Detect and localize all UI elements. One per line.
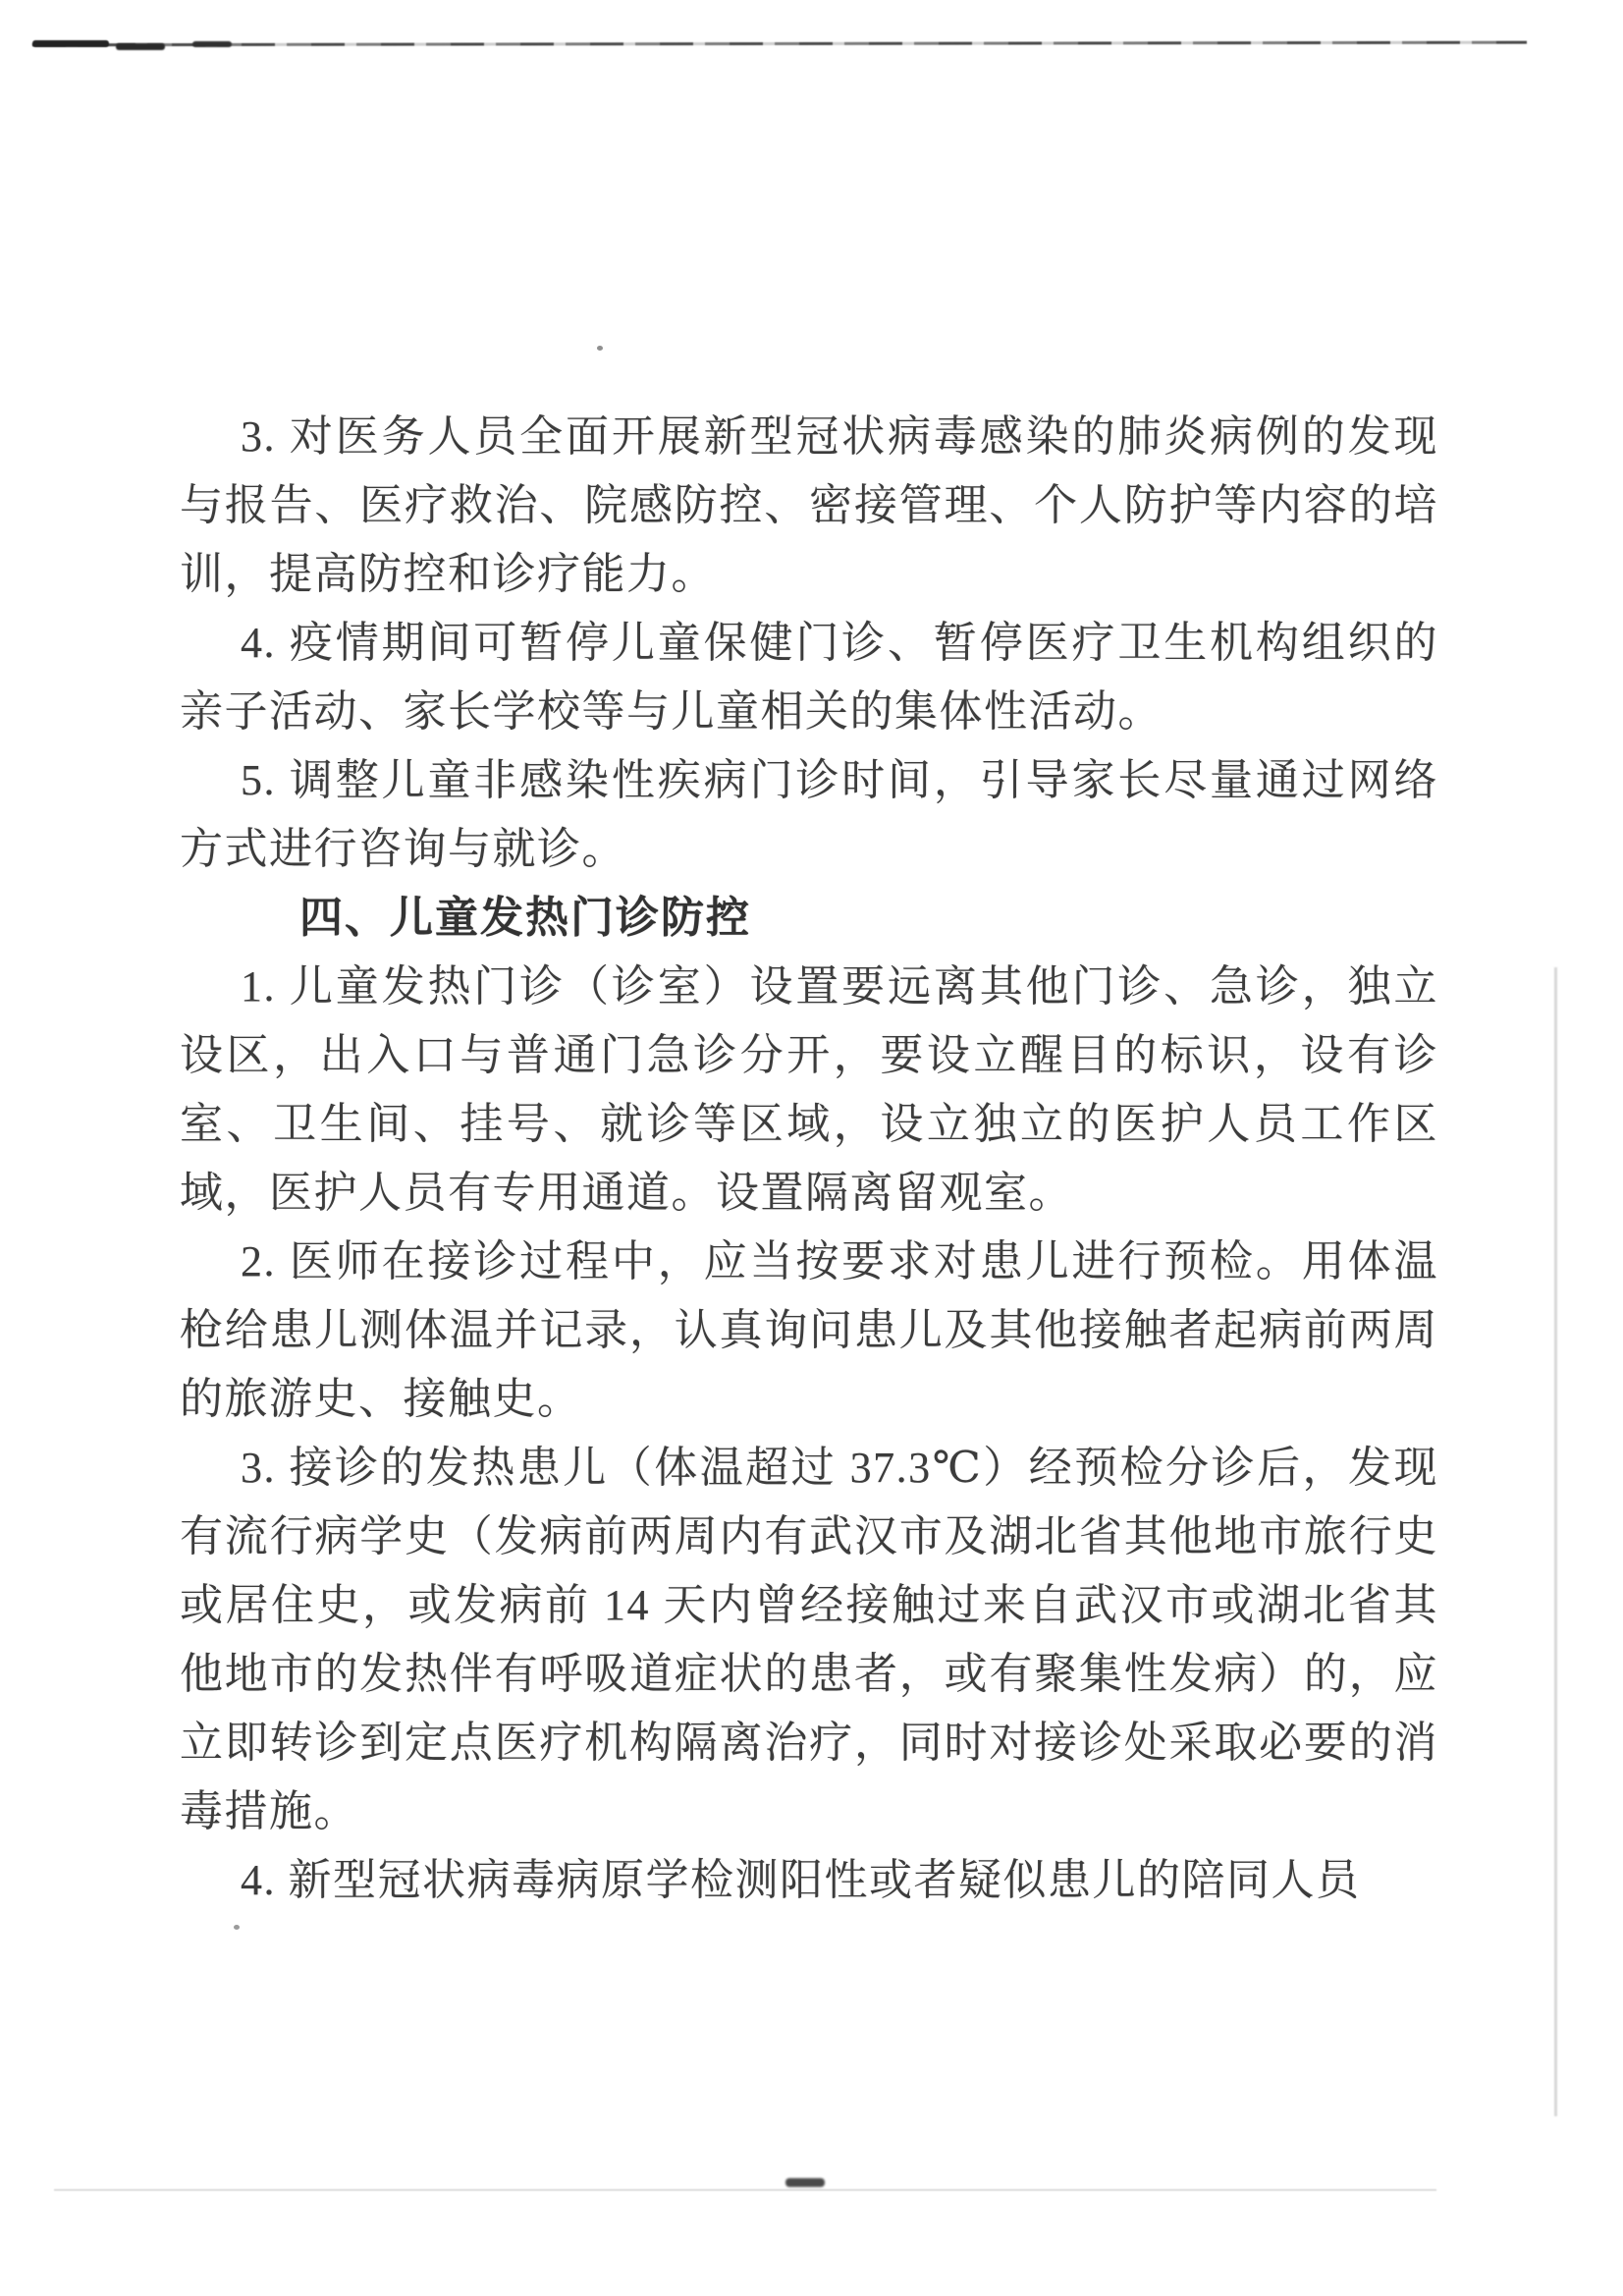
scan-artifact-top-blot-1 (32, 40, 109, 47)
scan-artifact-top-line (32, 41, 1527, 47)
scan-artifact-bottom-line (54, 2189, 1436, 2191)
paragraph-1-clinic-layout: 1. 儿童发热门诊（诊室）设置要远离其他门诊、急诊，独立设区，出入口与普通门急诊分开，要设立醒目的标识，设有诊室、卫生间、挂号、就诊等区域，设立独立的医护人员工作区域，医护人员有专用通道。设置隔离留观室。 (180, 962, 1438, 1217)
paragraph-3-fever-patient-triage: 3. 接诊的发热患儿（体温超过 37.3℃）经预检分诊后，发现有流行病学史（发病前两周内有武汉市及湖北省其他地市旅行史或居住史，或发病前 14 天内曾经接触过来自武汉市或湖北省其他地市的发热伴有呼吸道症状的患者，或有聚集性发病）的，应立即转诊到定点医疗机构隔离治疗，同时对接诊处采取必要的消毒措施。 (180, 1444, 1438, 1835)
paragraph-4-suspend-activities: 4. 疫情期间可暂停儿童保健门诊、暂停医疗卫生机构组织的亲子活动、家长学校等与儿童相关的集体性活动。 (180, 619, 1438, 736)
scan-artifact-right-streak (1554, 967, 1557, 2116)
paragraph-5-adjust-clinic-hours: 5. 调整儿童非感染性疾病门诊时间，引导家长尽量通过网络方式进行咨询与就诊。 (180, 756, 1438, 873)
scan-artifact-speck-2 (234, 1925, 240, 1930)
scan-artifact-top-blot-3 (192, 41, 232, 47)
document-text-block (180, 403, 1438, 1915)
paragraph-2-prescreening: 2. 医师在接诊过程中，应当按要求对患儿进行预检。用体温枪给患儿测体温并记录，认真询问患儿及其他接触者起病前两周的旅游史、接触史。 (180, 1237, 1438, 1423)
section-heading-fever-clinic-control: 四、儿童发热门诊防控 (299, 894, 751, 942)
paragraph-4-positive-companions: 4. 新型冠状病毒病原学检测阳性或者疑似患儿的陪同人员 (241, 1856, 1361, 1904)
scan-artifact-bottom-dash (785, 2178, 825, 2187)
paragraph-3-staff-training: 3. 对医务人员全面开展新型冠状病毒感染的肺炎病例的发现与报告、医疗救治、院感防控、密接管理、个人防护等内容的培训，提高防控和诊疗能力。 (180, 412, 1438, 598)
scan-artifact-top-blot-2 (116, 43, 165, 50)
scan-artifact-speck-1 (597, 346, 603, 351)
